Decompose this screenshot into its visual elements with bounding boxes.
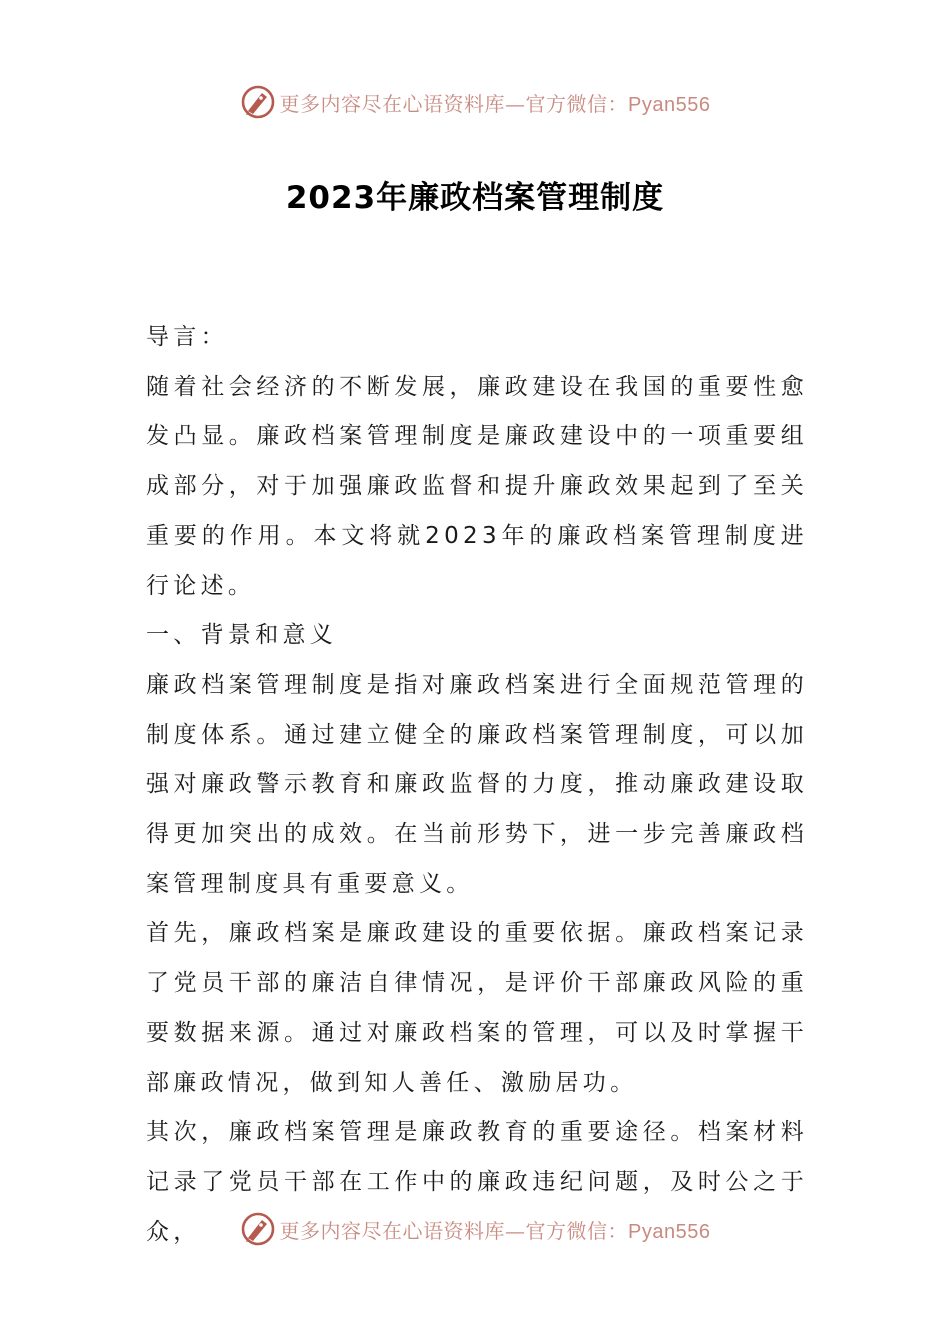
paragraph-first: 首先，廉政档案是廉政建设的重要依据。廉政档案记录了党员干部的廉洁自律情况，是评价干部廉政风险的重要数据来源。通过对廉政档案的管理，可以及时掌握干部廉政情况，做到知人善任、激励居功。 <box>146 920 808 1096</box>
document-body <box>146 313 808 1257</box>
paragraph-background: 廉政档案管理制度是指对廉政档案进行全面规范管理的制度体系。通过建立健全的廉政档案管理制度，可以加强对廉政警示教育和廉政监督的力度，推动廉政建设取得更加突出的成效。在当前形势下，进一步完善廉政档案管理制度具有重要意义。 <box>146 671 808 897</box>
section-heading-background: 一、背景和意义 <box>146 622 338 649</box>
watermark-text: 更多内容尽在心语资料库—官方微信：Pyan556 <box>279 1218 711 1243</box>
wechat-id: Pyan556 <box>628 1220 711 1243</box>
footer-watermark <box>0 1209 950 1249</box>
pen-nib-logo-icon <box>240 84 276 120</box>
paragraph-second: 其次，廉政档案管理是廉政教育的重要途径。档案材料记录了党员干部在工作中的廉政违纪问题，及时公之于众， <box>146 1119 808 1245</box>
paragraph-intro: 随着社会经济的不断发展，廉政建设在我国的重要性愈发凸显。廉政档案管理制度是廉政建设中的一项重要组成部分，对于加强廉政监督和提升廉政效果起到了至关重要的作用。本文将就2023年的廉政档案管理制度进行论述。 <box>146 373 808 599</box>
header-watermark <box>0 82 950 122</box>
document-title: 2023年廉政档案管理制度 <box>285 180 665 216</box>
wechat-id: Pyan556 <box>628 93 711 116</box>
watermark-text: 更多内容尽在心语资料库—官方微信：Pyan556 <box>279 91 711 116</box>
paragraph-intro-label: 导言： <box>146 324 228 350</box>
pen-nib-logo-icon <box>240 1211 276 1247</box>
